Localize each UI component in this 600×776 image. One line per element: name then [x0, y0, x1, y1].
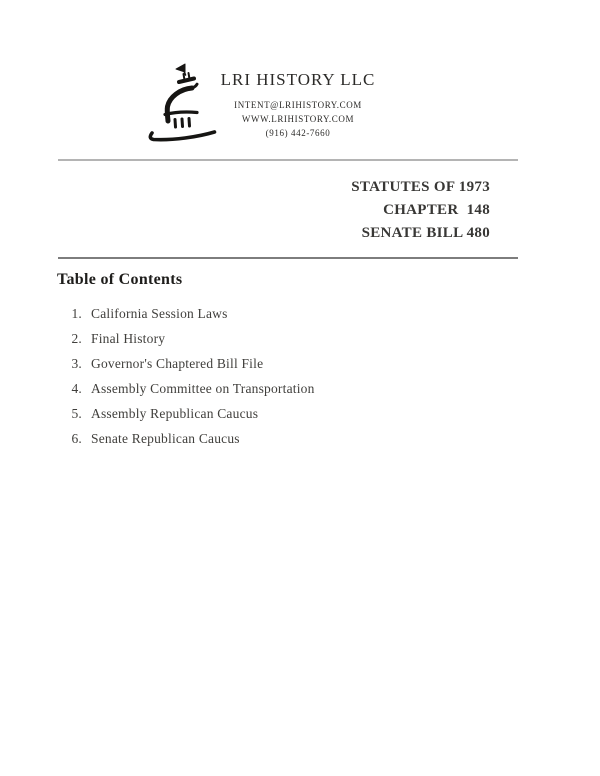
- toc-item: [57, 351, 477, 376]
- horizontal-rule-top: [58, 159, 518, 161]
- toc-item: [57, 326, 477, 351]
- statutes-line: STATUTES OF 1973: [351, 179, 490, 195]
- toc-item: [57, 426, 477, 451]
- toc-item-number: 4.: [71, 381, 82, 396]
- toc-item-label: Final History: [91, 331, 166, 346]
- senate-bill-line: SENATE BILL 480: [361, 225, 490, 241]
- toc-item-number: 6.: [71, 431, 82, 446]
- toc-item-label: Governor's Chaptered Bill File: [91, 356, 264, 371]
- toc-item-label: Assembly Committee on Transportation: [91, 381, 315, 396]
- statute-reference-block: [351, 176, 490, 245]
- toc-item: [57, 301, 477, 326]
- toc-list: [57, 301, 477, 451]
- toc-item: [57, 401, 477, 426]
- contact-phone: (916) 442-7660: [265, 128, 331, 138]
- toc-item: [57, 376, 477, 401]
- toc-item-number: 1.: [71, 306, 82, 321]
- contact-website: WWW.LRIHISTORY.COM: [241, 114, 355, 124]
- toc-item-number: 5.: [71, 406, 82, 421]
- toc-item-label: California Session Laws: [91, 306, 228, 321]
- horizontal-rule-bottom: [58, 257, 518, 259]
- toc-item-number: 2.: [71, 331, 82, 346]
- company-name: LRI HISTORY LLC: [220, 70, 376, 89]
- chapter-line: CHAPTER 148: [383, 202, 490, 218]
- contact-email: INTENT@LRIHISTORY.COM: [234, 100, 362, 110]
- toc-item-number: 3.: [71, 356, 82, 371]
- toc-item-label: Assembly Republican Caucus: [91, 406, 259, 421]
- letterhead: [203, 70, 393, 140]
- toc-title: Table of Contents: [57, 271, 183, 288]
- toc-item-label: Senate Republican Caucus: [91, 431, 240, 446]
